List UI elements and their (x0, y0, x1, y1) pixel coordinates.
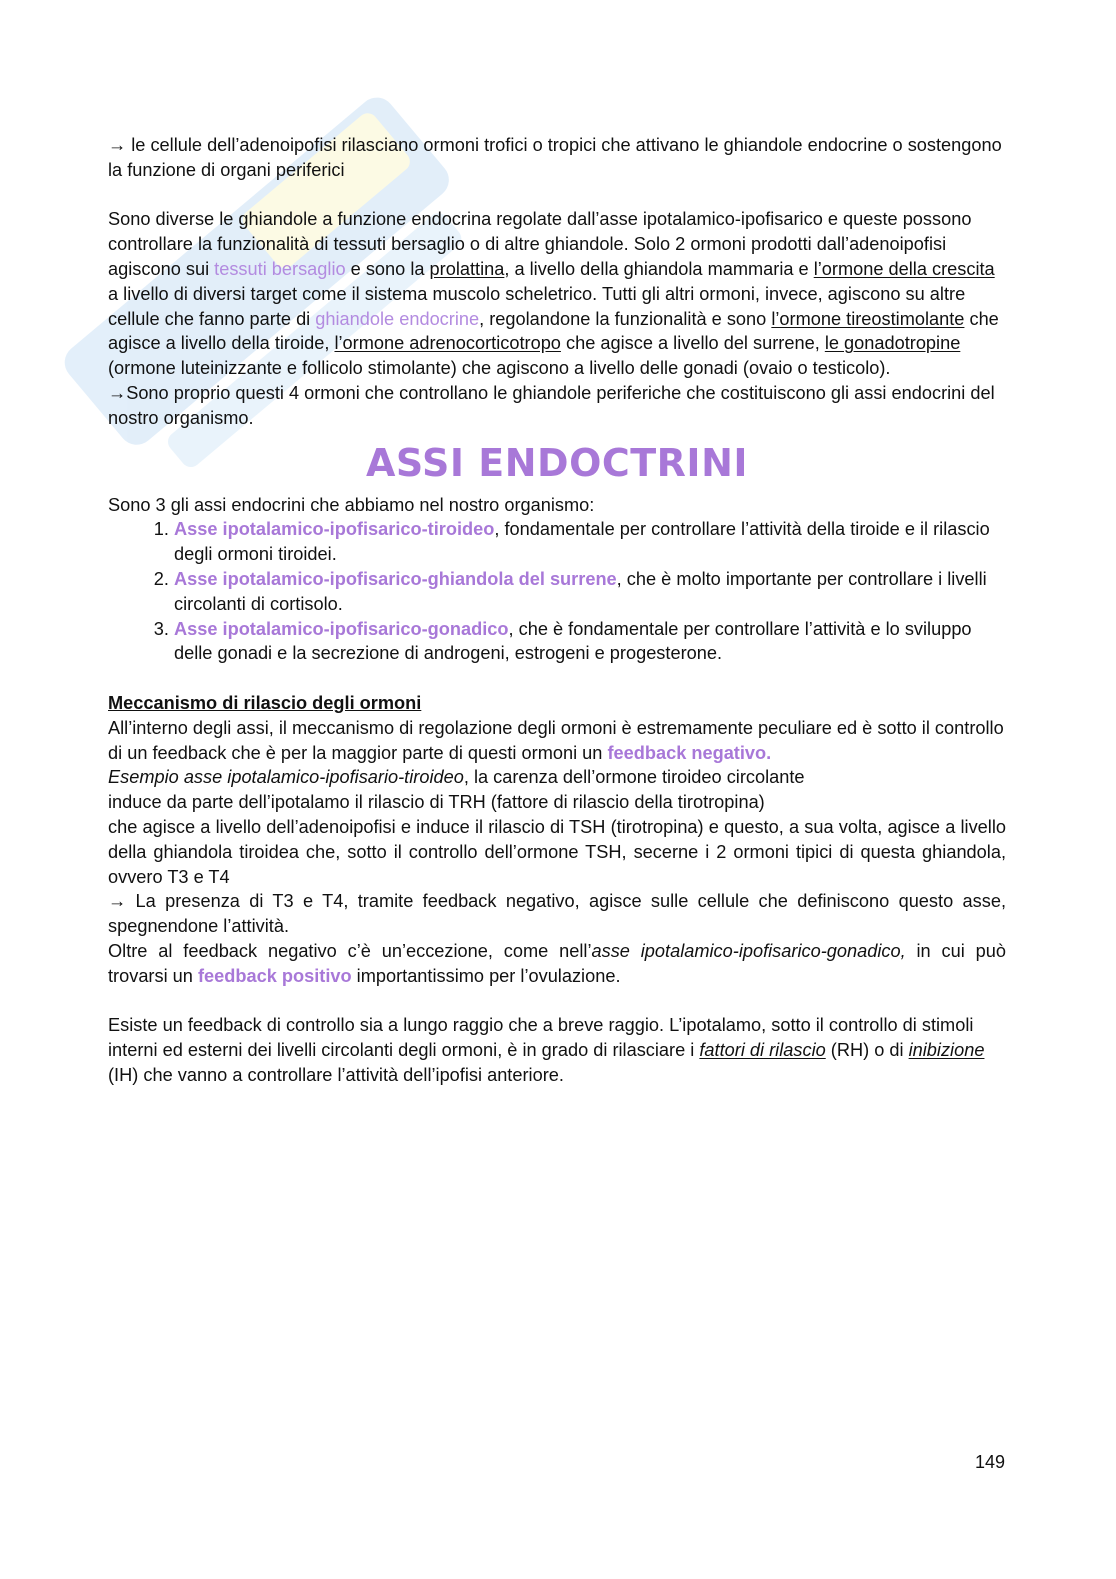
term-adrenocorticotropo: l’ormone adrenocorticotropo (334, 333, 561, 354)
axis-name: Asse ipotalamico-ipofisarico-tiroideo (174, 519, 495, 540)
term-ormone-crescita: l’ormone della crescita (813, 258, 995, 279)
list-item: 1. Asse ipotalamico-ipofisarico-tiroideo, fondamentale per controllare l’attività della tiroide e il rilascio degli ormoni tiroidei. (174, 517, 1006, 567)
term-prolattina: prolattina (429, 258, 505, 279)
list-item: 2. Asse ipotalamico-ipofisarico-ghiandola del surrene, che è molto importante per controllare i livelli circolanti di cortisolo. (174, 567, 1006, 617)
example-paragraph: che agisce a livello dell’adenoipofisi e induce il rilascio di TSH (tirotropina) e questo, a sua volta, agisce a livello della ghiandola tiroidea che, sotto il controllo dell’ormone TSH, secerne i 2 ormoni tipici di questa ghiandola, ovvero T3 e T4 → La presenza di T3 e T4, tramite feedback negativo, agisce sulle cellule che definiscono questo asse, spegnendone l’attività. Oltre al feedback negativo c’è un’eccezione, come nell’asse ipotalamico-ipofisarico-gonadico, in cui può trovarsi un feedback positivo importantissimo per l’ovulazione. (108, 816, 1006, 986)
list-item: 3. Asse ipotalamico-ipofisarico-gonadico, che è fondamentale per controllare l’attività e lo sviluppo delle gonadi e la secrezione di androgeni, estrogeni e progesterone. (174, 617, 1006, 667)
term-fattori-rilascio: fattori di rilascio (699, 1040, 826, 1061)
highlight-tessuti-bersaglio: tessuti bersaglio (214, 258, 346, 279)
term-tireostimolante: l’ormone tireostimolante (771, 308, 965, 329)
example-line: induce da parte dell’ipotalamo il rilascio di TRH (fattore di rilascio della tirotropina) (108, 792, 765, 813)
axes-list (108, 517, 1006, 666)
paragraph-final: Esiste un feedback di controllo sia a lungo raggio che a breve raggio. L’ipotalamo, sotto il controllo di stimoli interni ed esterni dei livelli circolanti degli ormoni, è in grado di rilasciare i fattori di rilascio (RH) o di inibizione (IH) che vanno a controllare l’attività dell’ipofisi anteriore. (108, 1015, 985, 1085)
mechanism-paragraph: All’interno degli assi, il meccanismo di regolazione degli ormoni è estremamente peculiare ed è sotto il controllo di un feedback che è per la maggior parte di questi ormoni un feedback negativo. (108, 717, 1004, 763)
term-inibizione: inibizione (908, 1040, 985, 1061)
arrow-icon: → (108, 135, 127, 155)
arrow-icon: → (108, 891, 127, 912)
document-page (108, 133, 1006, 1088)
highlight-feedback-positivo: feedback positivo (197, 965, 352, 986)
mechanism-heading: Meccanismo di rilascio degli ormoni (108, 692, 422, 713)
section-title: ASSI ENDOCTRINI (365, 440, 749, 485)
arrow-icon: → (108, 382, 127, 403)
axes-intro: Sono 3 gli assi endocrini che abbiamo nel nostro organismo: (108, 494, 595, 515)
axis-name: Asse ipotalamico-ipofisarico-gonadico (174, 618, 509, 639)
highlight-ghiandole-endocrine: ghiandole endocrine (315, 308, 480, 329)
paragraph-ghiandole: Sono diverse le ghiandole a funzione endocrina regolate dall’asse ipotalamico-ipofisarico e queste possono controllare la funzionalità di tessuti bersaglio o di altre ghiandole. Solo 2 ormoni prodotti dall’adenoipofisi agiscono sui tessuti bersaglio e sono la prolattina, a livello della ghiandola mammaria e l’ormone della crescita a livello di diversi target come il sistema muscolo scheletrico. Tutti gli altri ormoni, invece, agiscono su altre cellule che fanno parte di ghiandole endocrine, regolandone la funzionalità e sono l’ormone tireostimolante che agisce a livello della tiroide, l’ormone adrenocorticotropo che agisce a livello del surrene, le gonadotropine (ormone luteinizzante e follicolo stimolante) che agiscono a livello delle gonadi (ovaio o testicolo). →Sono proprio questi 4 ormoni che controllano le ghiandole periferiche che costituiscono gli assi endocrini del nostro organismo. (108, 209, 999, 428)
paragraph-intro: → le cellule dell’adenoipofisi rilasciano ormoni trofici o tropici che attivano le ghiandole endocrine o sostengono la funzione di organi periferici (108, 135, 1002, 180)
example-line: Esempio asse ipotalamico-ipofisario-tiroideo, la carenza dell’ormone tiroideo circolante (108, 767, 805, 788)
term-gonadotropine: le gonadotropine (824, 333, 961, 354)
axis-name: Asse ipotalamico-ipofisarico-ghiandola del surrene (174, 568, 617, 589)
highlight-feedback-negativo: feedback negativo. (607, 742, 772, 763)
page-number: 149 (974, 1452, 1005, 1472)
